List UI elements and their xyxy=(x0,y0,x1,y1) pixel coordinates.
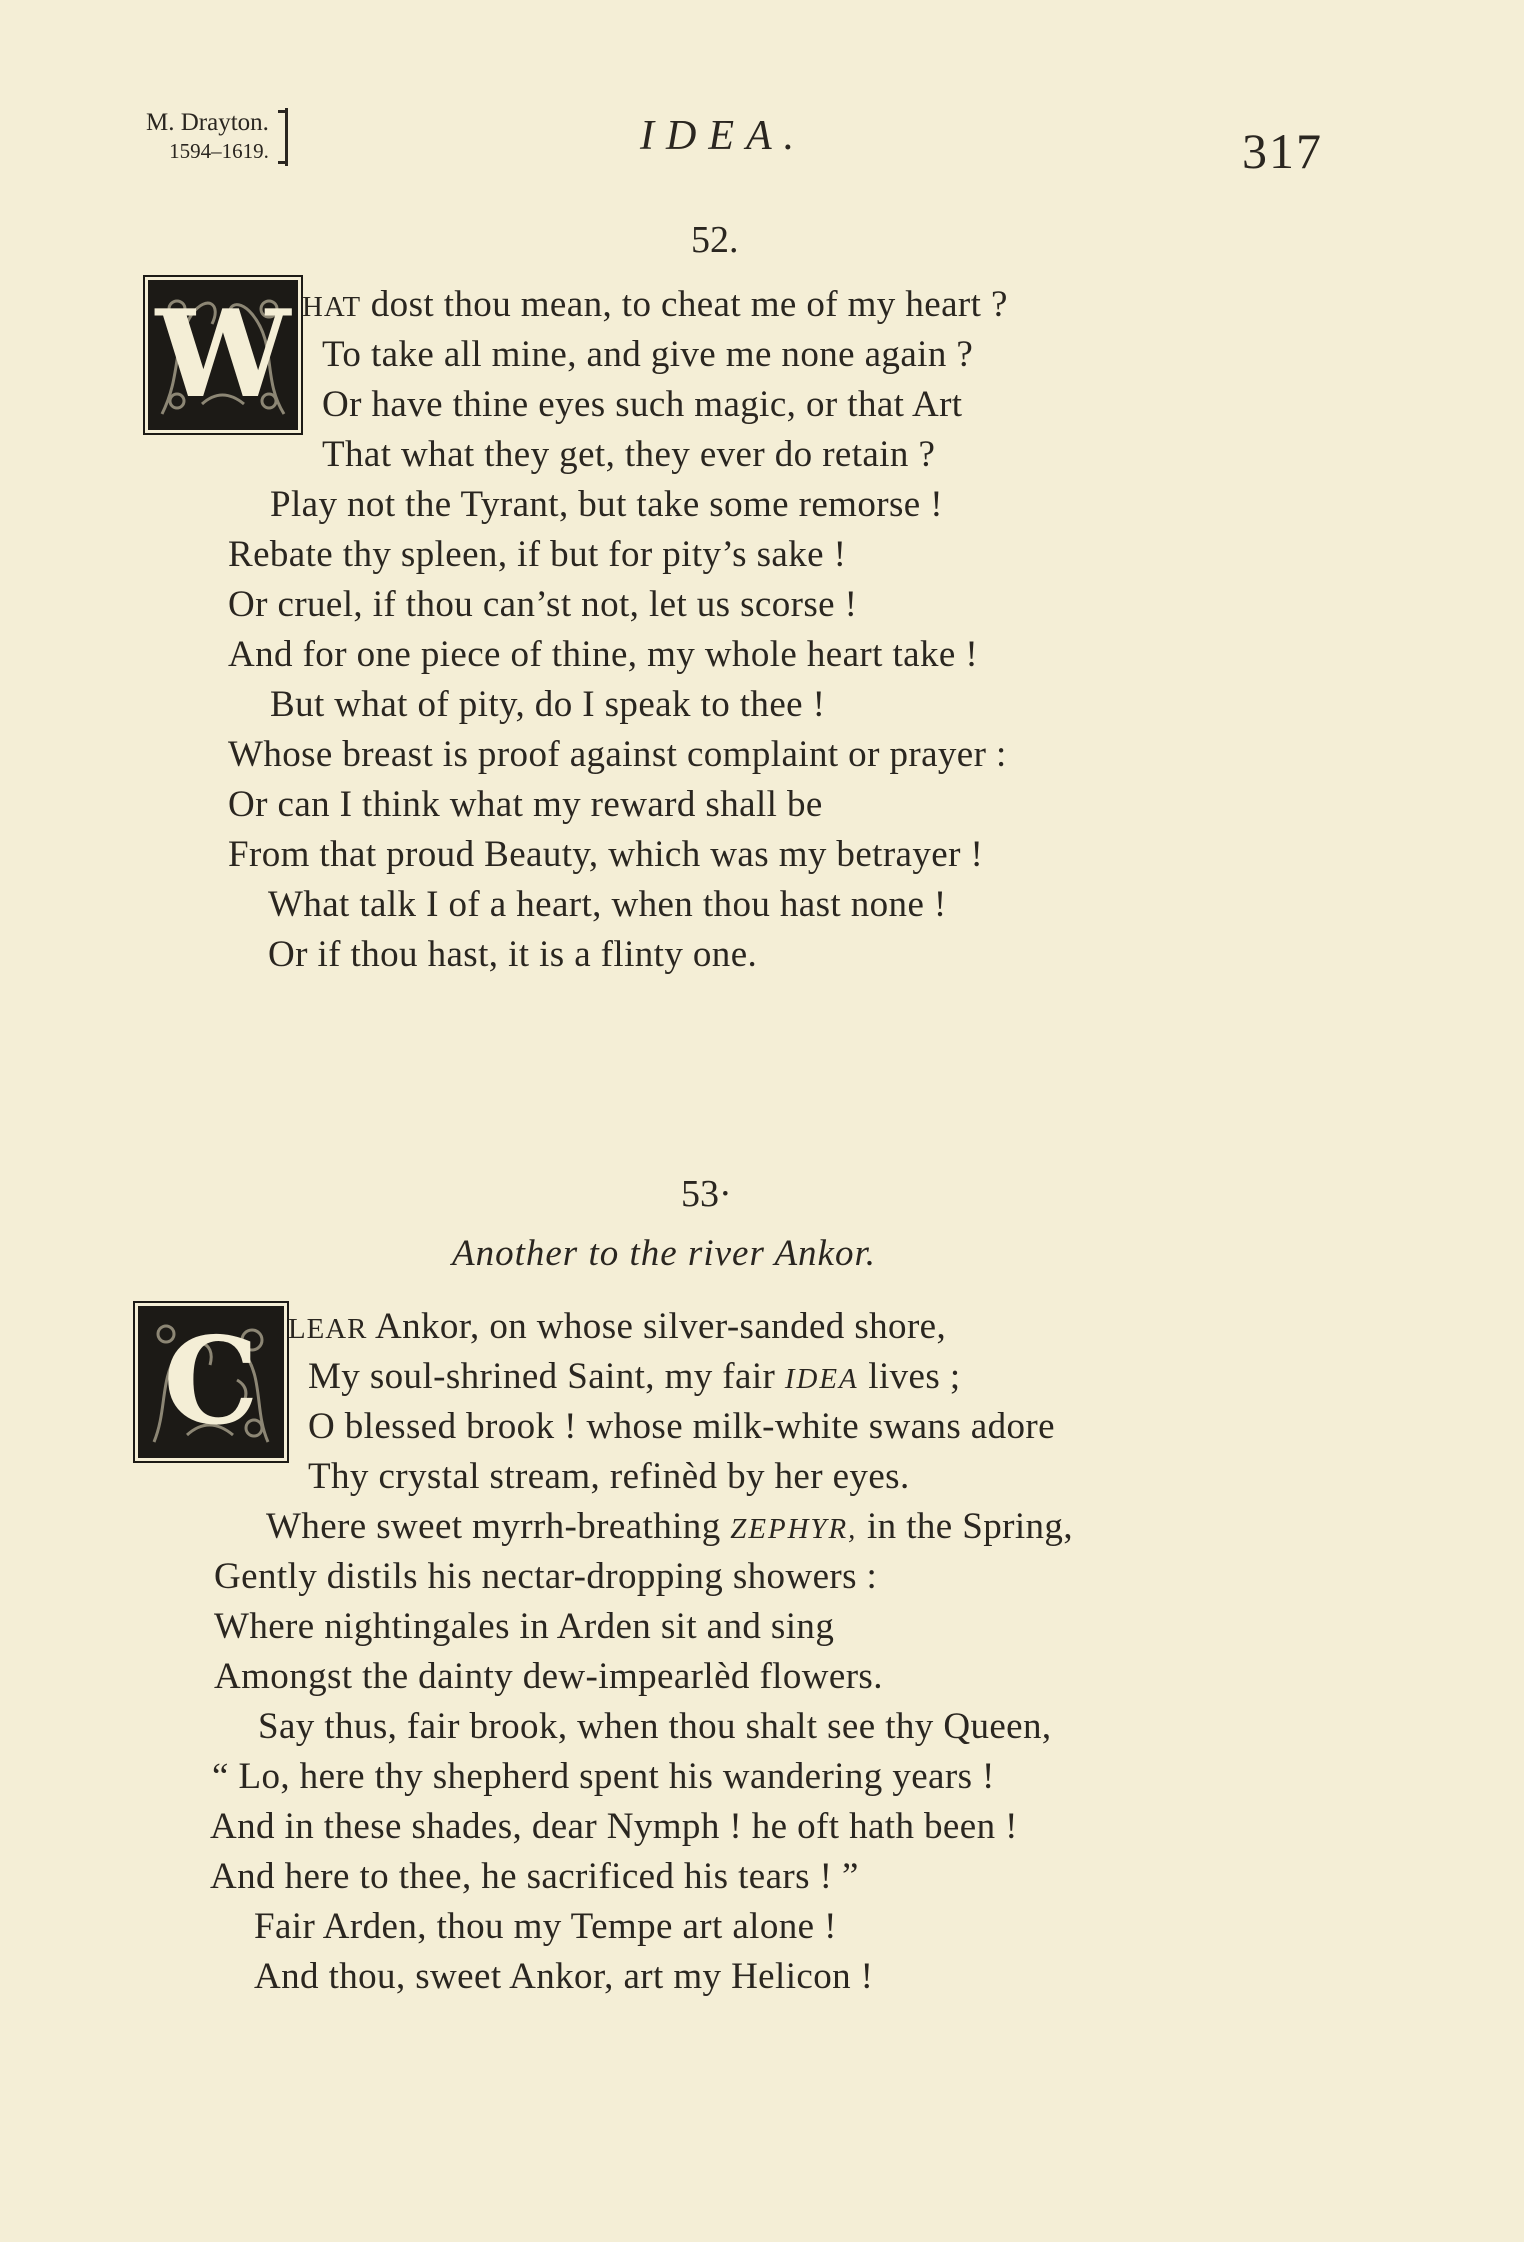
first-line-text: dost thou mean, to cheat me of my heart ? xyxy=(370,284,1008,325)
first-line-text: Ankor, on whose silver-sanded shore, xyxy=(374,1306,947,1347)
author-dates: 1594–1619. xyxy=(169,139,269,163)
sonnet-53-subtitle: Another to the river Ankor. xyxy=(452,1233,877,1274)
running-head-author xyxy=(146,108,288,166)
sonnet-53-line-3: O blessed brook ! whose milk-white swans adore xyxy=(308,1406,1055,1447)
decorated-initial-c xyxy=(138,1306,284,1458)
sonnet-53-line-2 xyxy=(308,1354,961,1402)
sonnet-52-number: 52. xyxy=(691,219,739,261)
sonnet-53-line-4: Thy crystal stream, refinèd by her eyes. xyxy=(308,1456,910,1497)
initial-letter-w: W xyxy=(155,284,291,425)
sonnet-53-line-12: And here to thee, he sacrificed his tears ! ” xyxy=(210,1856,859,1897)
page-number: 317 xyxy=(1242,123,1323,179)
sonnet-53-line-5 xyxy=(266,1504,1073,1552)
line-2-before: My soul-shrined Saint, my fair xyxy=(308,1356,776,1397)
sonnet-52-line-6: Rebate thy spleen, if but for pity’s sake ! xyxy=(228,534,847,575)
sonnet-52-line-7: Or cruel, if thou can’st not, let us scorse ! xyxy=(228,584,858,625)
sonnet-52-line-14: Or if thou hast, it is a flinty one. xyxy=(268,934,758,975)
running-head-title: IDEA. xyxy=(640,113,807,159)
sonnet-53-line-7: Where nightingales in Arden sit and sing xyxy=(214,1606,835,1647)
line-2-after: lives ; xyxy=(868,1356,961,1397)
idea-name: IDEA xyxy=(784,1363,859,1395)
sonnet-52-line-10: Whose breast is proof against complaint or prayer : xyxy=(228,734,1007,775)
sonnet-53-line-9: Say thus, fair brook, when thou shalt see thy Queen, xyxy=(258,1706,1052,1747)
sonnet-52-line-5: Play not the Tyrant, but take some remorse ! xyxy=(270,484,943,525)
decorated-initial-w xyxy=(148,280,298,430)
line-5-before: Where sweet myrrh-breathing xyxy=(266,1506,721,1547)
sonnet-53-line-8: Amongst the dainty dew-impearlèd flowers. xyxy=(214,1656,883,1697)
sonnet-52-line-11: Or can I think what my reward shall be xyxy=(228,784,823,825)
zephyr-name: ZEPHYR, xyxy=(730,1513,858,1545)
author-name: M. Drayton. xyxy=(146,109,269,136)
sonnet-53-line-1 xyxy=(288,1304,946,1352)
sonnet-53-line-6: Gently distils his nectar-dropping showers : xyxy=(214,1556,878,1597)
sonnet-53-line-11: And in these shades, dear Nymph ! he oft hath been ! xyxy=(210,1806,1018,1847)
sonnet-52-line-8: And for one piece of thine, my whole heart take ! xyxy=(228,634,979,675)
line-5-after: in the Spring, xyxy=(866,1506,1073,1547)
sonnet-53-line-10: “ Lo, here thy shepherd spent his wandering years ! xyxy=(212,1756,995,1797)
first-word-small-caps: LEAR xyxy=(288,1313,368,1345)
sonnet-53-line-14: And thou, sweet Ankor, art my Helicon ! xyxy=(254,1956,874,1997)
sonnet-52-line-12: From that proud Beauty, which was my betrayer ! xyxy=(228,834,984,875)
sonnet-52-line-9: But what of pity, do I speak to thee ! xyxy=(270,684,826,725)
first-word-small-caps: HAT xyxy=(302,291,362,323)
sonnet-52-line-2: To take all mine, and give me none again ? xyxy=(322,334,974,375)
sonnet-52-line-13: What talk I of a heart, when thou hast none ! xyxy=(268,884,947,925)
sonnet-52-line-1 xyxy=(302,282,1008,330)
initial-letter-c: C xyxy=(163,1311,259,1452)
sonnet-52-line-4: That what they get, they ever do retain ? xyxy=(322,434,936,475)
sonnet-53-line-13: Fair Arden, thou my Tempe art alone ! xyxy=(254,1906,837,1947)
sonnet-53-number: 53· xyxy=(681,1173,732,1215)
sonnet-52-line-3: Or have thine eyes such magic, or that Art xyxy=(322,384,963,425)
